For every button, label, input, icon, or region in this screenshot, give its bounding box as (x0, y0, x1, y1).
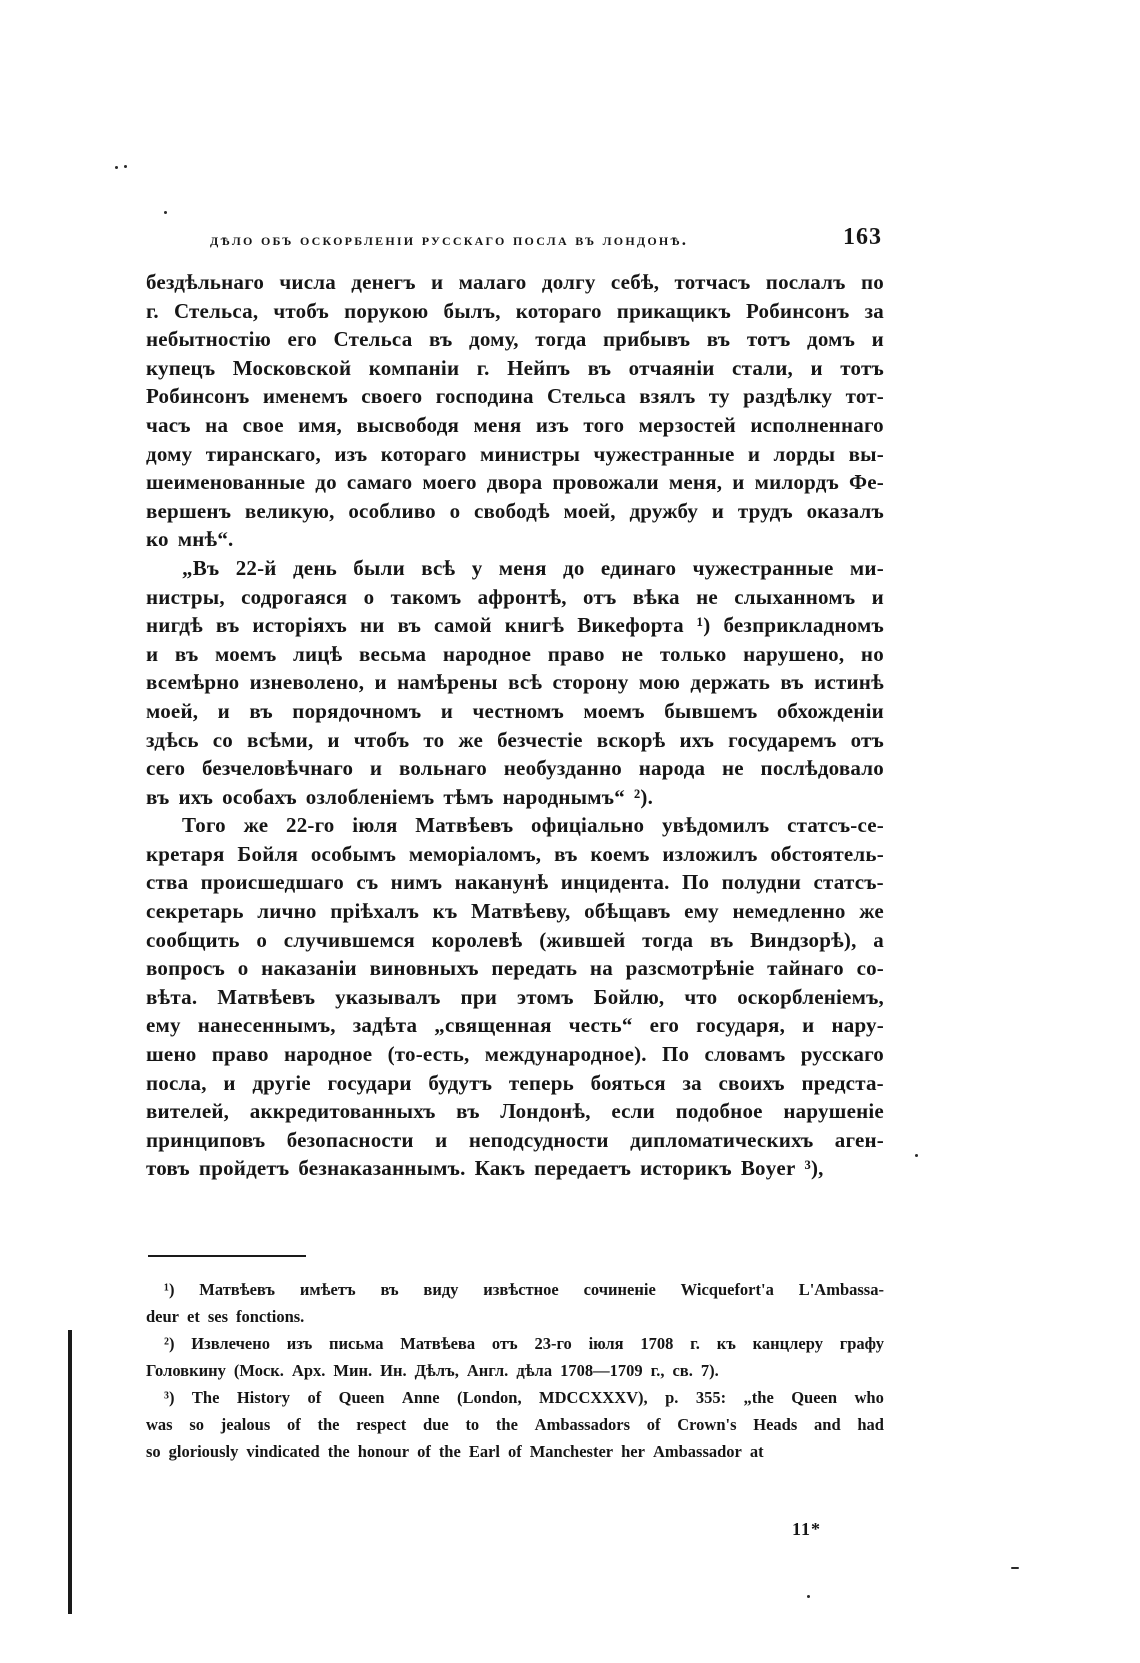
footnote-line: ³) The History of Queen Anne (London, MDCCXXXV), p. 355: „the Queen who (164, 1388, 884, 1407)
text-line: вершенъ великую, особливо о свободѣ моей, дружбу и трудъ оказалъ (146, 498, 884, 523)
text-line: въ ихъ особахъ озлобленіемъ тѣмъ народнымъ“ ²). (146, 784, 654, 809)
text-line: и въ моемъ лицѣ весьма народное право не только нарушено, но (146, 641, 884, 666)
scan-speck (1011, 1567, 1019, 1569)
text-line: кретаря Бойля особымъ меморіаломъ, въ коемъ изложилъ обстоятель- (146, 841, 884, 866)
text-line: Того же 22-го іюля Матвѣевъ офиціально увѣдомилъ статсъ-се- (182, 813, 884, 838)
text-line: сего безчеловѣчнаго и вольнаго необузданно народа не послѣдовало (146, 756, 884, 781)
scan-speck (124, 165, 127, 168)
text-line: товъ пройдетъ безнаказаннымъ. Какъ передаетъ историкъ Boyer ³), (146, 1156, 824, 1181)
main-text (146, 268, 884, 1183)
footnote-line: deur et ses fonctions. (146, 1307, 305, 1326)
text-line: вителей, аккредитованныхъ въ Лондонѣ, если подобное нарушеніе (146, 1099, 884, 1124)
text-line: ему нанесеннымъ, задѣта „священная честь“ его государя, и нару- (146, 1013, 884, 1038)
text-line: посла, и другіе государи будутъ теперь бояться за своихъ предста- (146, 1070, 884, 1095)
scan-speck (807, 1595, 810, 1598)
running-title: дѣло объ оскорбленіи русскаго посла въ лондонѣ. (210, 230, 689, 249)
running-header (210, 224, 882, 258)
text-line: вѣта. Матвѣевъ указывалъ при этомъ Бойлю, что оскорбленіемъ, (146, 984, 884, 1009)
text-line: небытностію его Стельса въ дому, тогда прибывъ въ тотъ домъ и (146, 327, 884, 352)
text-line: г. Стельса, чтобъ порукою былъ, котораго прикащикъ Робинсонъ за (146, 298, 884, 323)
text-line: секретарь лично пріѣхалъ къ Матвѣеву, обѣщавъ ему немедленно же (146, 899, 884, 924)
text-line: моей, и въ порядочномъ и честномъ моемъ бывшемъ обхожденіи (146, 698, 884, 723)
text-line: дому тиранскаго, изъ котораго министры чужестранные и лорды вы- (146, 441, 884, 466)
text-line: всемѣрно изневолено, и намѣрены всѣ сторону мою держать въ истинѣ (146, 670, 884, 695)
text-line: часъ на свое имя, высвободя меня изъ того мерзостей исполненнаго (146, 412, 884, 437)
footnote-separator (148, 1255, 306, 1257)
footnote-line: ¹) Матвѣевъ имѣетъ въ виду извѣстное сочиненіе Wicquefort'a L'Ambassa- (164, 1280, 884, 1299)
text-line: шено право народное (то-есть, международное). По словамъ русскаго (146, 1042, 884, 1067)
scan-speck (915, 1154, 918, 1157)
text-line: ко мнѣ“. (146, 527, 234, 552)
footnote-line: ²) Извлечено изъ письма Матвѣева отъ 23-го іюля 1708 г. къ канцлеру графу (164, 1334, 884, 1353)
signature-mark: 11* (792, 1519, 822, 1539)
text-line: бездѣльнаго числа денегъ и малаго долгу себѣ, тотчасъ послалъ по (146, 270, 884, 294)
text-line: нигдѣ въ исторіяхъ ни въ самой книгѣ Викефорта ¹) безприкладномъ (146, 613, 884, 638)
scan-speck (115, 166, 118, 169)
text-line: нистры, содрогаяся о такомъ афронтѣ, отъ вѣка не слыханномъ и (146, 584, 884, 609)
binding-edge-line (68, 1330, 72, 1614)
text-line: „Въ 22-й день были всѣ у меня до единаго чужестранные ми- (182, 555, 884, 580)
text-line: здѣсь со всѣми, и чтобъ то же безчестіе вскорѣ ихъ государемъ отъ (146, 727, 884, 752)
footnotes (146, 1276, 884, 1465)
text-line: Робинсонъ именемъ своего господина Стельса взялъ ту раздѣлку тот- (146, 384, 884, 409)
footnote-line: so gloriously vindicated the honour of the Earl of Manchester her Ambassador at (146, 1442, 764, 1461)
footnote-line: was so jealous of the respect due to the Ambassadors of Crown's Heads and had (146, 1415, 884, 1434)
scan-speck (164, 211, 167, 214)
text-line: шеименованные до самаго моего двора провожали меня, и милордъ Фе- (146, 470, 884, 495)
page-number: 163 (843, 224, 882, 250)
footnote-line: Головкину (Моск. Арх. Мин. Ин. Дѣлъ, Англ. дѣла 1708—1709 г., св. 7). (146, 1361, 719, 1380)
text-line: ства происшедшаго съ нимъ наканунѣ инцидента. По полудни статсъ- (146, 870, 884, 895)
text-line: сообщить о случившемся королевѣ (жившей тогда въ Виндзорѣ), а (146, 927, 884, 952)
text-line: купецъ Московской компаніи г. Нейпъ въ отчаяніи стали, и тотъ (146, 355, 884, 380)
text-line: принциповъ безопасности и неподсудности дипломатическихъ аген- (146, 1127, 884, 1152)
text-line: вопросъ о наказаніи виновныхъ передать на разсмотрѣніе тайнаго со- (146, 956, 884, 981)
